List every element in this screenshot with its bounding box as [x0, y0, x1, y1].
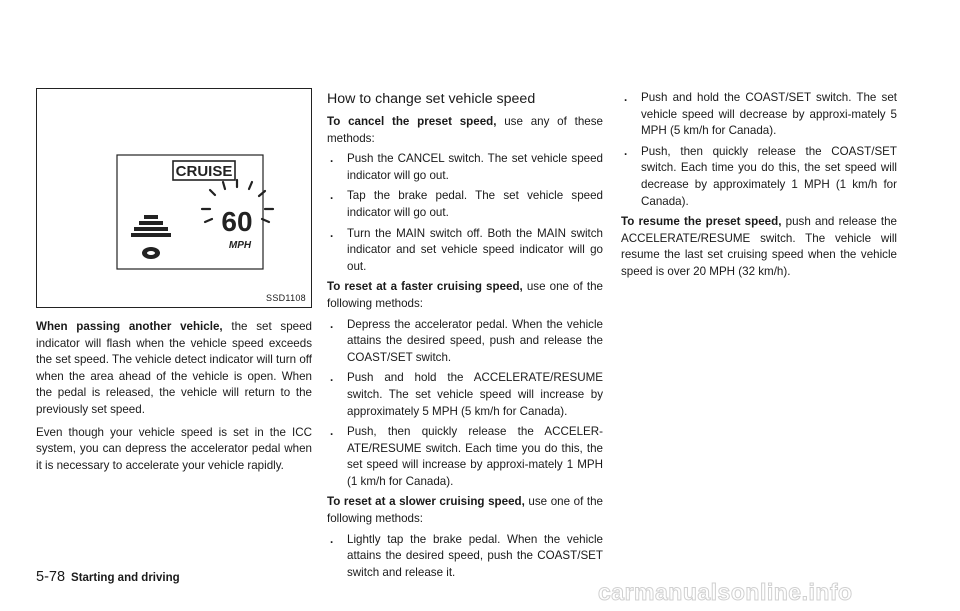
list-item-text: Push, then quickly release the ACCELER-ATE/RESUME switch. Each time you do this, the set speed will increase by approxi-mately 1 MPH (1 km/h for Canada). [347, 425, 603, 488]
slower-paragraph [327, 494, 603, 527]
passing-lead: When passing another vehicle, [36, 320, 223, 333]
cruise-display-illustration [37, 89, 313, 309]
cancel-list [327, 151, 603, 275]
page-footer [36, 569, 180, 585]
bullet: . [624, 91, 628, 104]
bullet: . [330, 226, 334, 240]
list-item-text: Lightly tap the brake pedal. When the vehicle attains the desired speed, push the COAST/SET switch and release it. [347, 532, 603, 579]
list-item-text: Push the CANCEL switch. The set vehicle speed indicator will go out. [347, 152, 603, 182]
list-item-text: Push and hold the ACCELERATE/RESUME switch. The set vehicle speed will increase by approximately 5 MPH (5 km/h for Canada). [347, 371, 603, 418]
bullet: . [330, 152, 334, 166]
column-left [36, 88, 312, 474]
resume-lead: To resume the preset speed, [621, 215, 782, 229]
resume-text: push and release the ACCELERATE/RESUME switch. The vehicle will resume the last set cruising speed when the vehicle speed is over 20 MPH (32 km/h). [621, 215, 897, 278]
list-item [327, 188, 603, 221]
list-item [327, 226, 603, 276]
list-item-text: Depress the accelerator pedal. When the vehicle attains the desired speed, push and release the COAST/SET switch. [347, 317, 603, 364]
bullet: . [330, 425, 334, 439]
bullet: . [330, 532, 334, 546]
slower-list [327, 532, 603, 582]
speed-unit: MPH [228, 240, 252, 251]
faster-lead: To reset at a faster cruising speed, [327, 280, 523, 294]
list-item-text: Tap the brake pedal. The set vehicle speed indicator will go out. [347, 189, 603, 219]
faster-text: use one of the following methods: [327, 280, 603, 310]
list-item-text: Turn the MAIN switch off. Both the MAIN switch indicator and set vehicle speed indicator will go out. [347, 226, 603, 273]
passing-paragraph [36, 319, 312, 419]
faster-list [327, 317, 603, 491]
list-item [327, 532, 603, 582]
footer-section-title: Starting and driving [71, 572, 180, 584]
faster-paragraph [327, 279, 603, 312]
bullet: . [624, 144, 628, 158]
bullet: . [330, 371, 334, 385]
set-speed-value: 60 [221, 206, 253, 237]
cruise-label: CRUISE [175, 163, 233, 180]
column-right [621, 90, 897, 281]
page-number: 5-78 [36, 569, 66, 585]
watermark-logo [598, 580, 954, 604]
bullet: . [330, 189, 334, 203]
list-item [621, 144, 897, 210]
cancel-lead: To cancel the preset speed, [327, 115, 497, 128]
list-item [327, 317, 603, 367]
list-item [327, 151, 603, 184]
cruise-display-figure [36, 88, 312, 308]
passing-text: the set speed indicator will flash when the vehicle speed exceeds the set speed. The vehicle detect indicator will turn off when the area ahead of the vehicle is open. When the pedal is released, the vehicle will return to the previously set speed. [36, 320, 312, 416]
list-item [621, 90, 897, 140]
svg-text:carmanualsonline.info: carmanualsonline.info [598, 580, 853, 604]
list-item-text: Push, then quickly release the COAST/SET switch. Each time you do this, the set speed will decrease by approximately 1 MPH (1 km/h for Canada). [641, 144, 897, 208]
accelerate-paragraph: Even though your vehicle speed is set in the ICC system, you can depress the accelerator pedal when it is necessary to accelerate your vehicle rapidly. [36, 425, 312, 472]
list-item [327, 370, 603, 420]
slower-text: use one of the following methods: [327, 495, 604, 526]
slower-lead: To reset at a slower cruising speed, [327, 495, 525, 509]
slower-list-continued [621, 90, 897, 210]
cancel-text: use any of these methods: [327, 115, 603, 145]
column-middle [327, 90, 603, 585]
section-heading: How to change set vehicle speed [327, 91, 536, 107]
resume-paragraph [621, 214, 897, 280]
cancel-paragraph [327, 114, 603, 147]
list-item [327, 424, 603, 490]
figure-caption: SSD1108 [266, 293, 306, 303]
bullet: . [330, 317, 334, 331]
list-item-text: Push and hold the COAST/SET switch. The set vehicle speed will decrease by approxi-mately 5 MPH (5 km/h for Canada). [641, 91, 897, 138]
